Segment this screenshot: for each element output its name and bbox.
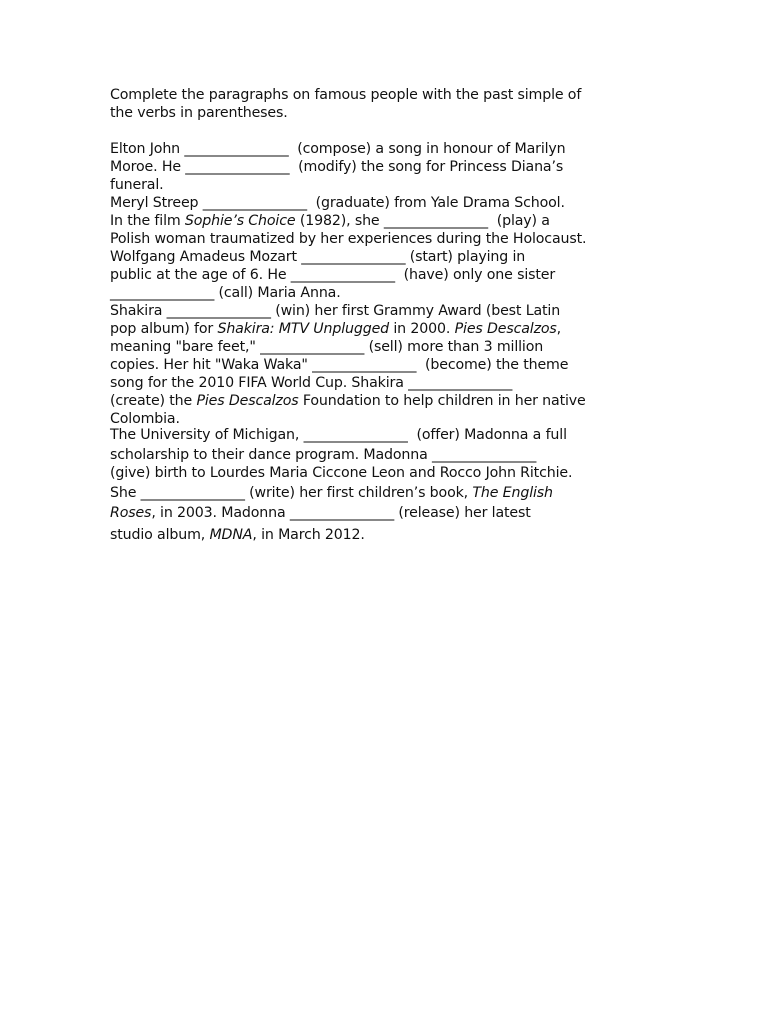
exercise-line <box>110 356 568 374</box>
exercise-line <box>110 230 586 248</box>
italic-title: The English <box>472 485 553 501</box>
line-text: The University of Michigan, _______________ (offer) Madonna a full <box>110 427 567 443</box>
line-text: public at the age of 6. He _______________ (have) only one sister <box>110 267 556 283</box>
exercise-line <box>110 212 550 230</box>
line-text: Moroe. He _______________ (modify) the song for Princess Diana’s <box>110 159 564 175</box>
exercise-line <box>110 176 164 194</box>
line-text: In the film <box>110 213 185 229</box>
exercise-line <box>110 464 572 482</box>
line-text: pop album) for <box>110 321 218 337</box>
line-text: Foundation to help children in her native <box>298 393 586 409</box>
italic-title: Roses <box>110 505 152 521</box>
line-text: She _______________ (write) her first children’s book, <box>110 485 473 501</box>
line-text: copies. Her hit "Waka Waka" _______________ (become) the theme <box>110 357 569 373</box>
line-text: , in March 2012. <box>252 527 365 543</box>
line-text: (1982), she _______________ (play) a <box>295 213 550 229</box>
exercise-line <box>110 320 561 338</box>
italic-title: MDNA <box>209 527 253 543</box>
line-text: in 2000. <box>389 321 455 337</box>
exercise-line <box>110 158 563 176</box>
line-text: Polish woman traumatized by her experiences during the Holocaust. <box>110 231 587 247</box>
line-text: meaning "bare feet," _______________ (sell) more than 3 million <box>110 339 544 355</box>
italic-title: Shakira: MTV Unplugged <box>217 321 390 337</box>
exercise-line <box>110 194 565 212</box>
italic-title: Pies Descalzos <box>196 393 299 409</box>
exercise-line <box>110 284 341 302</box>
exercise-line <box>110 302 560 320</box>
line-text: Shakira _______________ (win) her first Grammy Award (best Latin <box>110 303 561 319</box>
exercise-line <box>110 392 586 410</box>
line-text: (create) the <box>110 393 197 409</box>
instruction-line-1: Complete the paragraphs on famous people with the past simple of <box>110 87 582 103</box>
line-text: Elton John _______________ (compose) a song in honour of Marilyn <box>110 141 566 157</box>
line-text: funeral. <box>110 177 164 193</box>
exercise-line <box>110 374 512 392</box>
instruction-line-2: the verbs in parentheses. <box>110 105 288 121</box>
line-text: (give) birth to Lourdes Maria Ciccone Leon and Rocco John Ritchie. <box>110 465 573 481</box>
exercise-line <box>110 504 531 522</box>
exercise-line <box>110 446 536 464</box>
line-text: _______________ (call) Maria Anna. <box>110 285 341 301</box>
exercise-line <box>110 426 567 444</box>
line-text: Colombia. <box>110 411 180 427</box>
line-text: scholarship to their dance program. Madonna _______________ <box>110 447 537 463</box>
exercise-line <box>110 526 365 544</box>
exercise-line <box>110 248 525 266</box>
line-text: studio album, <box>110 527 210 543</box>
exercise-line <box>110 338 543 356</box>
line-text: , <box>556 321 562 337</box>
italic-title: Sophie’s Choice <box>184 213 296 229</box>
line-text: Meryl Streep _______________ (graduate) from Yale Drama School. <box>110 195 565 211</box>
line-text: , in 2003. Madonna _______________ (release) her latest <box>151 505 531 521</box>
italic-title: Pies Descalzos <box>454 321 557 337</box>
line-text: Wolfgang Amadeus Mozart _______________ (start) playing in <box>110 249 526 265</box>
exercise-line <box>110 484 553 502</box>
exercise-line <box>110 140 566 158</box>
exercise-line <box>110 266 555 284</box>
line-text: song for the 2010 FIFA World Cup. Shakira _______________ <box>110 375 513 391</box>
